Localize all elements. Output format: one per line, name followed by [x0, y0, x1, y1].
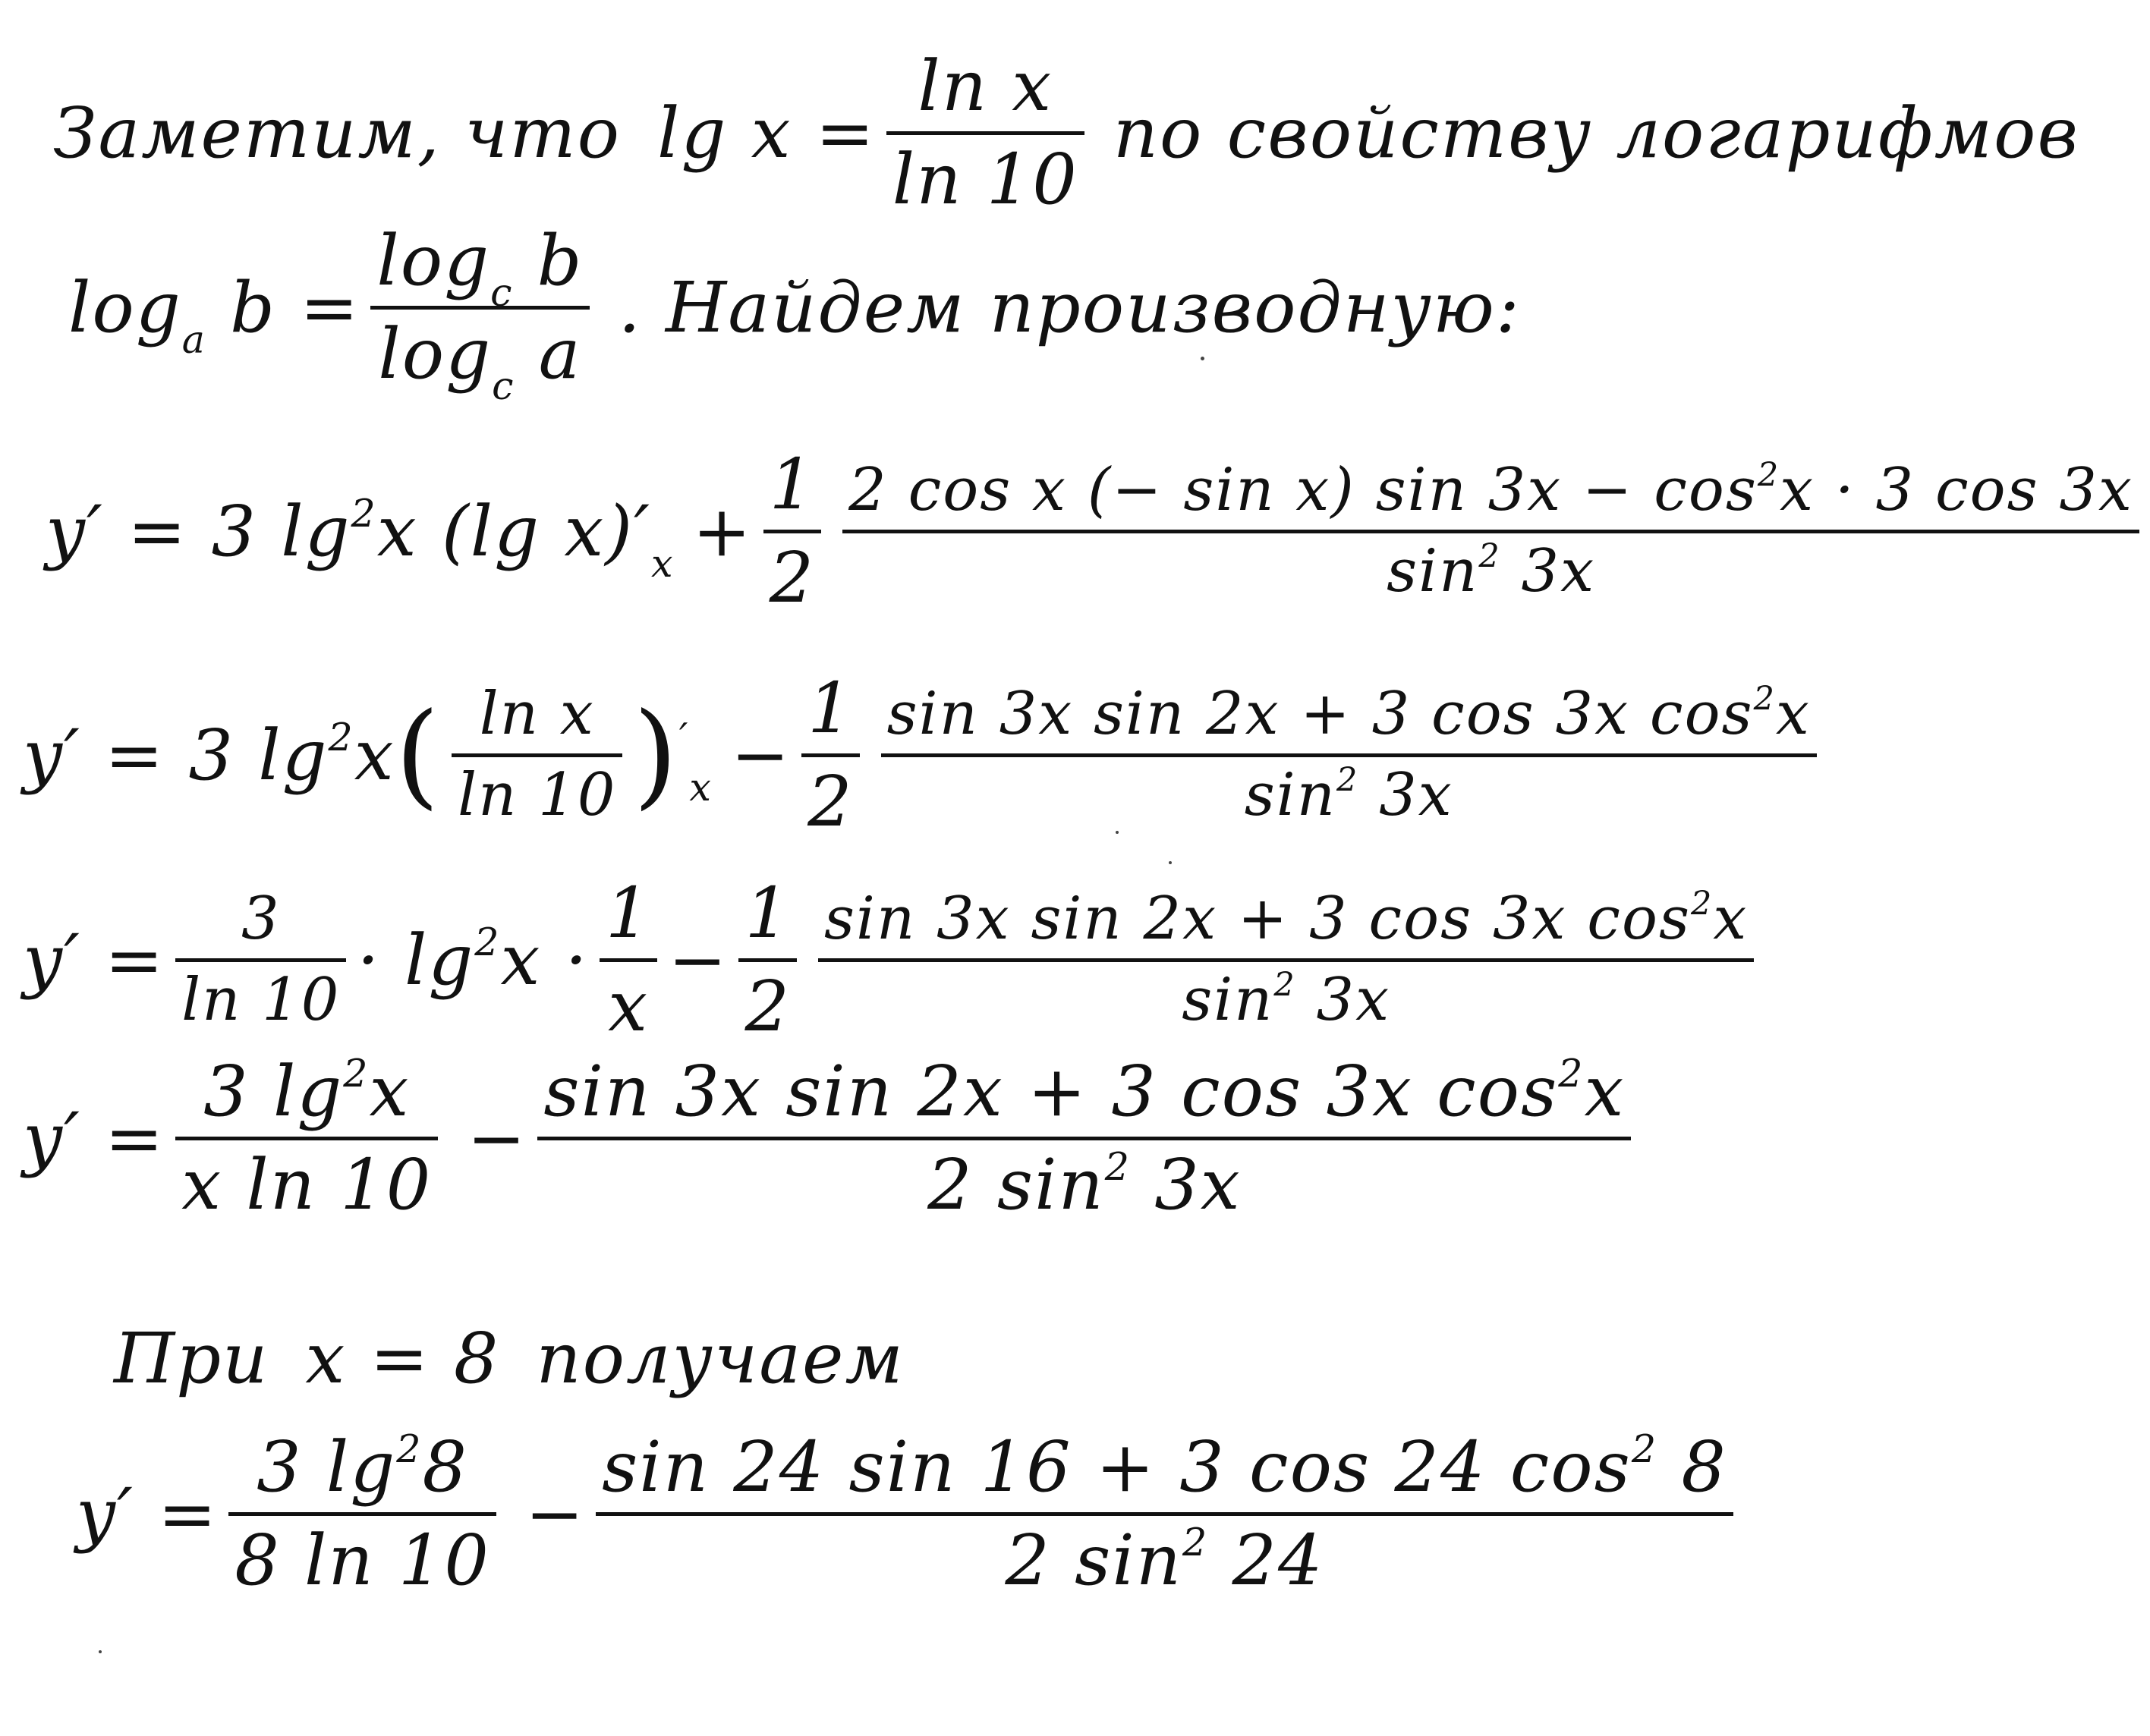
- eq1-half: 1 2: [763, 445, 822, 618]
- conclusion-text-a: При: [114, 1317, 269, 1399]
- eq2-lhs: y′ = 3 $\lg^2x$: [23, 714, 395, 796]
- conclusion-condition: x = 8: [305, 1317, 500, 1399]
- eq5-left-fraction: [228, 1427, 496, 1601]
- scan-speck: [1169, 861, 1172, 864]
- eq3-denominator: $\sin^2 3x$: [1182, 965, 1391, 1034]
- eq5-numerator: sin 24 sin 16 + 3 cos 24 $\cos^2 8$: [602, 1426, 1727, 1508]
- eq2-minus: −: [730, 714, 792, 796]
- change-of-base-numerator: $\log_c b$: [376, 219, 584, 315]
- eq2-numerator: sin 3x sin 2x + 3 cos 3x $\cos^2x$: [886, 679, 1811, 748]
- fraction-bar: [886, 131, 1084, 135]
- eq4-left-fraction: [175, 1052, 438, 1225]
- eq3-lg-term: · $\lg^2x$ ·: [357, 919, 589, 1001]
- change-of-base-lhs: $\log_a b$ =: [68, 266, 360, 362]
- equation-5: [76, 1426, 1744, 1601]
- eq1-lhs: y′ = 3 $\lg^2x$ (lg $x)'_x$: [46, 490, 675, 586]
- eq4-lhs: y′ =: [23, 1097, 165, 1179]
- intro-text-start: Заметим, что: [53, 92, 622, 174]
- eq1-plus: +: [692, 490, 753, 572]
- intro-text-derivative: . Найдем производную:: [618, 266, 1521, 348]
- eq4-denominator: 2 $\sin^2 3x$: [927, 1143, 1242, 1225]
- eq2-main-fraction: [881, 681, 1817, 829]
- eq3-half: 1 2: [738, 873, 797, 1047]
- change-of-base-denominator: $\log_c a$: [378, 313, 582, 408]
- eq5-left-denominator: 8 ln 10: [235, 1519, 490, 1601]
- eq1-main-fraction: [842, 457, 2139, 605]
- equation-2: y′ = 3 $\lg^2x$ ( ln x ln 10 ) ′$_x$ − 1 2 sin 3x sin 2x + 3 cos 3x $\cos^2x$ $\sin^2 3x$: [23, 668, 1827, 842]
- eq3-main-fraction: [818, 885, 1754, 1034]
- eq2-ln-fraction: ln x ln 10: [452, 681, 622, 829]
- eq2-derivative-mark: ′$_x$: [678, 714, 713, 810]
- eq3-lhs: y′ =: [23, 919, 165, 1001]
- eq5-main-fraction: [596, 1427, 1733, 1601]
- eq4-minus: −: [467, 1097, 527, 1179]
- lg-definition-left: lg x =: [657, 92, 876, 174]
- scan-speck: [1116, 831, 1119, 834]
- equation-3: [23, 873, 1764, 1047]
- eq4-left-denominator: x ln 10: [181, 1143, 433, 1225]
- eq5-lhs: y′ =: [76, 1473, 219, 1555]
- eq2-half: 1 2: [801, 668, 860, 842]
- scan-speck: [99, 1650, 102, 1653]
- equation-4: [23, 1051, 1642, 1225]
- eq4-main-fraction: [537, 1052, 1631, 1225]
- eq1-numerator: 2 cos x (− sin x) $\sin 3x - \cos^2x \cdot 3$ cos 3x: [848, 455, 2134, 524]
- eq3-minus: −: [668, 919, 729, 1001]
- conclusion-line: [114, 1305, 905, 1411]
- conclusion-text-b: получаем: [536, 1317, 905, 1399]
- eq3-inverse-x: 1 x: [600, 873, 658, 1047]
- fraction-bar: [370, 306, 589, 310]
- eq5-left-numerator: 3 $\lg^28$: [257, 1426, 468, 1508]
- eq1-denominator: $\sin^2 3x$: [1387, 536, 1596, 605]
- intro-line-2: [68, 193, 1521, 421]
- eq4-left-numerator: 3 $\lg^2x$: [203, 1050, 411, 1132]
- eq3-numerator: sin 3x sin 2x + 3 cos 3x $\cos^2x$: [824, 884, 1749, 953]
- change-of-base-fraction: [370, 219, 589, 408]
- eq2-denominator: $\sin^2 3x$: [1244, 760, 1453, 829]
- eq5-minus: −: [524, 1473, 586, 1555]
- ln-ratio-denominator: ln 10: [892, 138, 1078, 220]
- intro-text-end: по свойству логарифмов: [1113, 92, 2079, 174]
- ln-ratio-numerator: ln x: [918, 45, 1053, 127]
- equation-1: [46, 444, 2150, 618]
- scan-speck: [1201, 357, 1204, 360]
- eq3-coeff-fraction: 3 ln 10: [175, 885, 346, 1034]
- eq4-numerator: sin 3x sin 2x + 3 cos 3x $\cos^2x$: [543, 1050, 1626, 1132]
- eq5-denominator: 2 $\sin^2 24$: [1005, 1519, 1324, 1601]
